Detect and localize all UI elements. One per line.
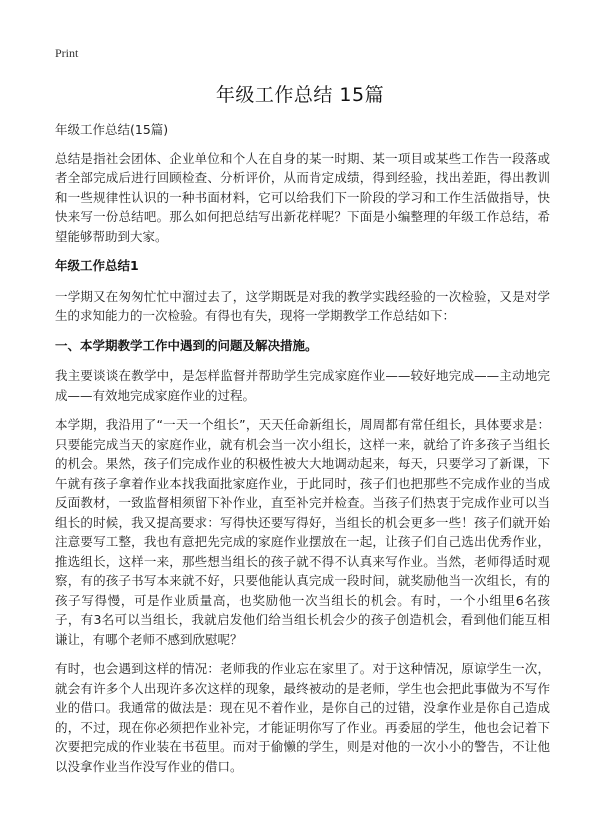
page-title: 年级工作总结 15篇	[215, 84, 385, 106]
section-heading: 年级工作总结1	[55, 258, 139, 273]
section-intro-paragraph: 一学期又在匆匆忙忙中溜过去了，这学期既是对我的教学实践经验的一次检验，又是对学生的求知能力的一次检验。有得也有失，现将一学期教学工作总结如下：	[55, 288, 550, 323]
article-body	[55, 120, 550, 786]
subsection-heading: 一、本学期教学工作中遇到的问题及解决措施。	[55, 337, 318, 353]
intro-paragraph: 总结是指社会团体、企业单位和个人在自身的某一时期、某一项目或某些工作告一段落或者全部完成后进行回顾检查、分析评价，从而肯定成绩，得到经验，找出差距，得出教训和一些规律性认识的一种书面材料，它可以给我们下一阶段的学习和工作生活做指导，快快来写一份总结吧。那么如何把总结写出新花样呢？下面是小编整理的年级工作总结，希望能够帮助到大家。	[55, 150, 550, 244]
body-paragraph: 我主要谈谈在教学中，是怎样监督并帮助学生完成家庭作业——较好地完成——主动地完成——有效地完成家庭作业的过程。	[55, 368, 550, 403]
body-paragraph: 本学期，我沿用了“一天一个组长”，天天任命新组长，周周都有常任组长，具体要求是：只要能完成当天的家庭作业，就有机会当一次小组长，这样一来，就给了许多孩子当组长的机会。果然，孩子们完成作业的积极性被大大地调动起来，每天，只要学习了新课，下午就有孩子拿着作业本找我面批家庭作业，于此同时，孩子们也把那些不完成作业的当成反面教材，一致监督相须留下补作业，直至补完并检查。当孩子们热衷于完成作业可以当组长的时候，我又提高要求：写得快还要写得好，当组长的机会更多一些！孩子们就开始注意要写工整，我也有意把先完成的家庭作业摆放在一起，让孩子们自己选出优秀作业，推选组长，这样一来，那些想当组长的孩子就不得不认真来写作业。当然，老师得适时观察，有的孩子书写本来就不好，只要他能认真完成一段时间，就奖励他当一次组长，有的孩子写得慢，可是作业质量高，也奖励他一次当组长的机会。有时，一个小组里6名孩子，有3名可以当组长，我就启发他们给当组长机会少的孩子创造机会，看到他们能互相谦让，有哪个老师不感到欣慰呢？	[55, 417, 550, 647]
print-link[interactable]: Print	[55, 46, 79, 60]
body-paragraph: 有时，也会遇到这样的情况：老师我的作业忘在家里了。对于这种情况，原谅学生一次，就会有许多个人出现许多次这样的现象，最终被动的是老师，学生也会把此事做为不写作业的借口。我通常的做法是：现在见不着作业，是你自己的过错，没拿作业是你自己造成的，不过，现在你必须把作业补完，才能证明你写了作业。再委屈的学生，他也会记着下次要把完成的作业装在书苞里。而对于偷懒的学生，则是对他的一次小小的警告，不让他以没拿作业当作没写作业的借口。	[55, 661, 550, 774]
article-subtitle: 年级工作总结(15篇)	[55, 122, 169, 137]
